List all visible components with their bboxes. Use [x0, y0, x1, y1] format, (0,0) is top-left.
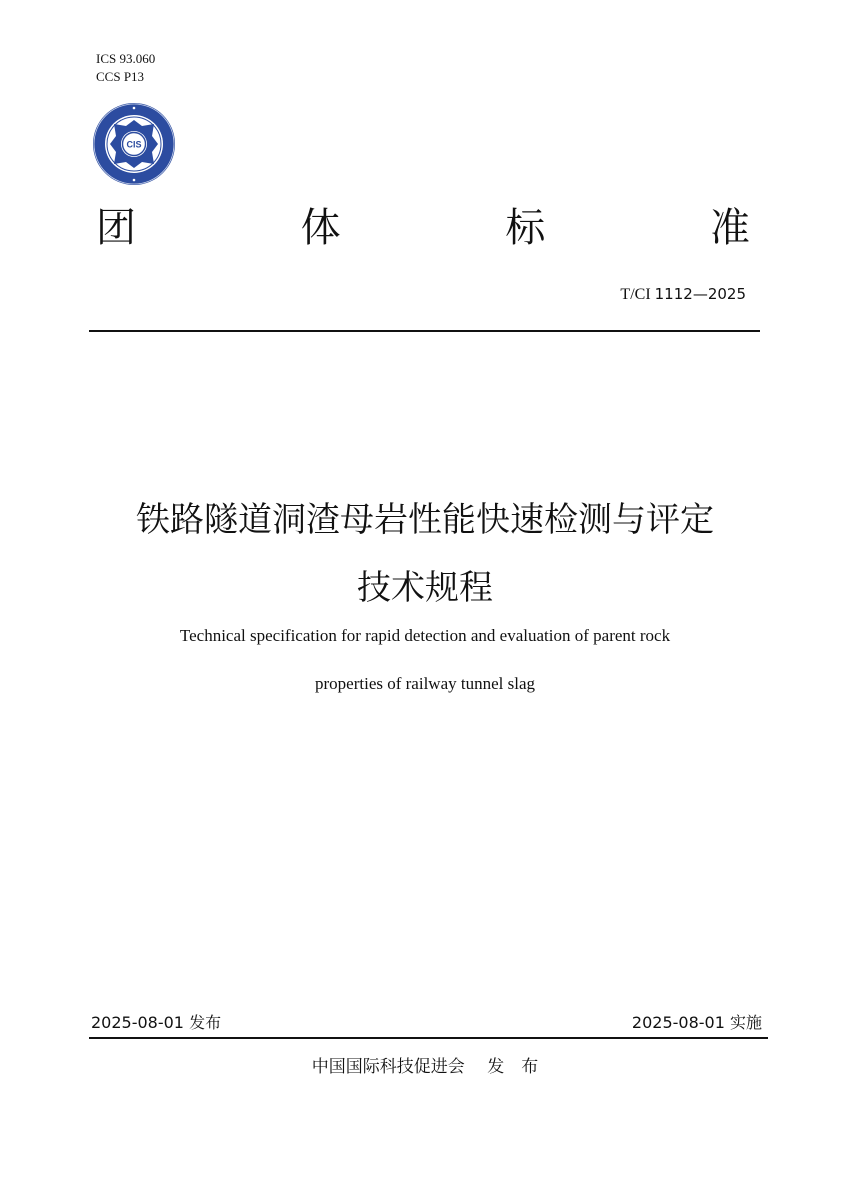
doc-type-char: 体 — [300, 205, 341, 251]
chinese-title-line-2: 技术规程 — [357, 568, 493, 608]
publisher: 中国国际科技促进会 发 布 — [311, 1057, 539, 1077]
ics-code: ICS 93.060 — [96, 51, 156, 66]
standard-code: 1112—2025 — [654, 285, 746, 303]
document-type — [96, 198, 750, 258]
standard-number — [620, 285, 746, 304]
classification-codes — [96, 50, 155, 86]
logo-center-text: CIS — [126, 139, 142, 150]
chinese-title-line-1: 铁路隧道洞渣母岩性能快速检测与评定 — [136, 500, 714, 540]
standard-prefix: T/CI — [620, 286, 655, 303]
doc-type-char: 准 — [709, 205, 750, 251]
top-divider — [89, 330, 760, 332]
doc-type-char: 团 — [96, 205, 136, 251]
bottom-divider — [89, 1037, 768, 1039]
implementation-date: 2025-08-01 实施 — [631, 1013, 762, 1032]
issue-date: 2025-08-01 发布 — [91, 1013, 222, 1032]
cis-logo — [92, 102, 176, 186]
english-title-line-1: Technical specification for rapid detection and evaluation of parent rock — [179, 626, 671, 645]
ccs-code: CCS P13 — [96, 69, 145, 84]
english-title-line-2: properties of railway tunnel slag — [315, 674, 535, 693]
doc-type-char: 标 — [505, 205, 546, 251]
